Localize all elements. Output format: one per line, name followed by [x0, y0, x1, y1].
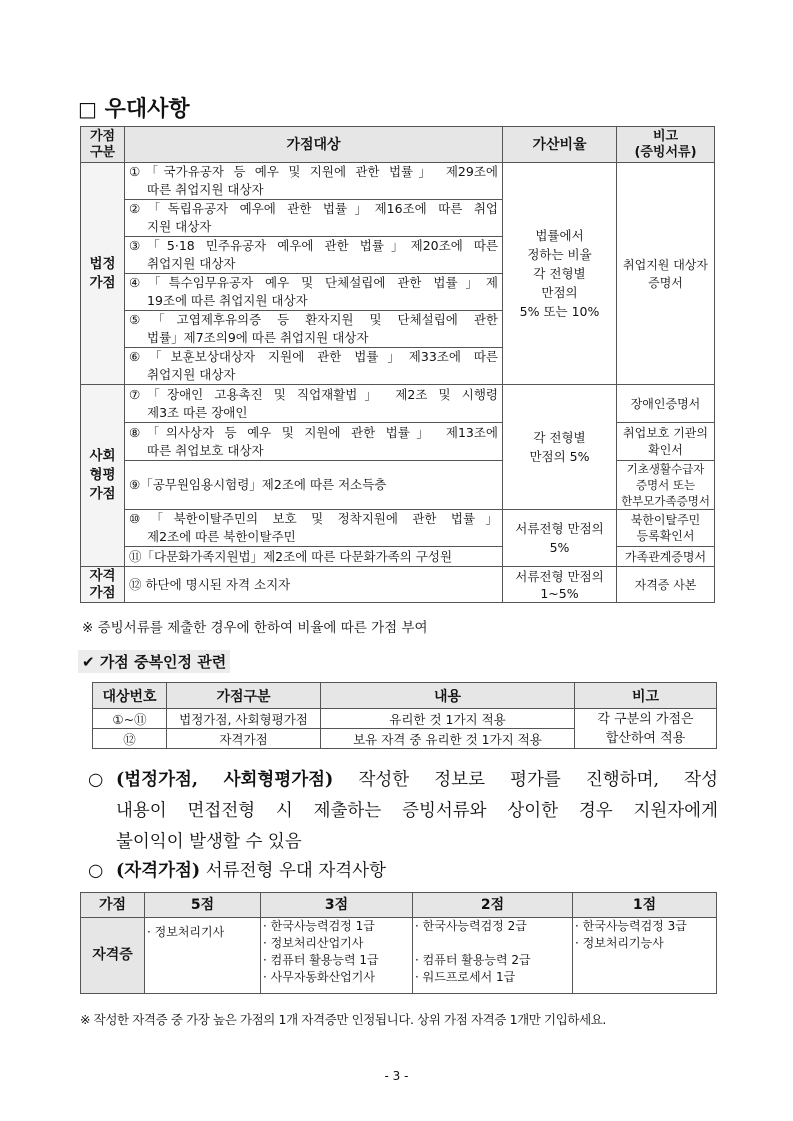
cert-item: ⑫ 하단에 명시된 자격 소지자 [125, 567, 503, 603]
social-item-11: ⑪「다문화가족지원법」제2조에 따른 다문화가족의 구성원 [125, 547, 503, 567]
t2-header-number: 대상번호 [93, 683, 167, 709]
t2-row2-number: ⑫ [93, 729, 167, 749]
page-number: - 3 - [384, 1069, 409, 1083]
legal-item-3: ③「5·18 민주유공자 예우에 관한 법률」제20조에 따른 취업지원 대상자 [125, 237, 503, 274]
overlap-heading-text: 가점 중복인정 관련 [99, 653, 227, 671]
header-rate: 가산비율 [503, 127, 617, 163]
evidence-note: ※ 증빙서류를 제출한 경우에 한하여 비율에 따른 가점 부여 [82, 620, 428, 636]
t2-header-content: 내용 [321, 683, 575, 709]
social-rate-1: 각 전형별 만점의 5% [503, 385, 617, 510]
overlap-heading [78, 650, 230, 673]
cert-note: 자격증 사본 [617, 567, 715, 603]
legal-item-5: ⑤「고엽제후유의증 등 환자지원 및 단체설립에 관한 법률」제7조의9에 따른 취업지원 대상자 [125, 311, 503, 348]
paragraph-legal: ○ (법정가점, 사회형평가점) 작성한 정보로 평가를 진행하며, 작성 내용이 면접전형 시 제출하는 증빙서류와 상이한 경우 지원자에게 불이익이 발생할 수 있음 [88, 765, 718, 858]
t2-header-note: 비고 [575, 683, 717, 709]
t3-points-2: · 한국사능력검정 2급 · 컴퓨터 활용능력 2급 · 워드프로세서 1급 [413, 918, 573, 994]
circle-bullet: ○ [88, 861, 104, 881]
social-note-7: 장애인증명서 [617, 385, 715, 423]
legal-item-2: ②「독립유공자 예우에 관한 법률」제16조에 따른 취업 지원 대상자 [125, 200, 503, 237]
social-note-10: 북한이탈주민 등록확인서 [617, 510, 715, 547]
social-label: 사회 형평 가점 [81, 385, 125, 567]
cert-label: 자격 가점 [81, 567, 125, 603]
header-note: 비고 (증빙서류) [617, 127, 715, 163]
cert-table [80, 892, 717, 994]
t3-header-points: 가점 [81, 893, 145, 918]
social-item-8: ⑧「의사상자 등 예우 및 지원에 관한 법률」 제13조에 따른 취업보호 대상자 [125, 423, 503, 461]
t2-row1-content: 유리한 것 1가지 적용 [321, 709, 575, 729]
t2-header-category: 가점구분 [167, 683, 321, 709]
t3-points-3: · 한국사능력검정 1급 · 정보처리산업기사 · 컴퓨터 활용능력 1급 · 사무자동화산업기사 [261, 918, 413, 994]
t3-points-1: · 한국사능력검정 3급 · 정보처리기능사 [573, 918, 717, 994]
legal-label: 법정 가점 [81, 163, 125, 385]
paragraph-cert: ○ (자격가점) 서류전형 우대 자격사항 [88, 857, 386, 885]
t3-header-5: 5점 [145, 893, 261, 918]
social-note-11: 가족관계증명서 [617, 547, 715, 567]
check-icon: ✔ [82, 653, 95, 671]
social-item-9: ⑨「공무원임용시험령」제2조에 따른 저소득층 [125, 461, 503, 510]
header-target: 가점대상 [125, 127, 503, 163]
preference-table [80, 126, 715, 603]
overlap-table [92, 682, 717, 749]
t2-row2-category: 자격가점 [167, 729, 321, 749]
social-note-8: 취업보호 기관의 확인서 [617, 423, 715, 461]
header-group: 가점 구분 [81, 127, 125, 163]
legal-item-4: ④「특수임무유공자 예우 및 단체설립에 관한 법률」제 19조에 따른 취업지원 대상자 [125, 274, 503, 311]
t2-row1-category: 법정가점, 사회형평가점 [167, 709, 321, 729]
circle-bullet: ○ [88, 770, 104, 790]
social-item-10: ⑩「북한이탈주민의 보호 및 정착지원에 관한 법률」 제2조에 따른 북한이탈주민 [125, 510, 503, 547]
t3-header-1: 1점 [573, 893, 717, 918]
checkbox-icon: □ [78, 97, 97, 121]
legal-note: 취업지원 대상자 증명서 [617, 163, 715, 385]
section-title-text: 우대사항 [104, 97, 190, 122]
cert-note-footer: ※ 작성한 자격증 중 가장 높은 가점의 1개 자격증만 인정됩니다. 상위 가점 자격증 1개만 기입하세요. [80, 1012, 607, 1027]
legal-rate: 법률에서 정하는 비율 각 전형별 만점의 5% 또는 10% [503, 163, 617, 385]
cert-rate: 서류전형 만점의 1~5% [503, 567, 617, 603]
social-note-9: 기초생활수급자 증명서 또는 한부모가족증명서 [617, 461, 715, 510]
t2-row1-number: ①~⑪ [93, 709, 167, 729]
t3-row-label: 자격증 [81, 918, 145, 994]
t2-row2-content: 보유 자격 중 유리한 것 1가지 적용 [321, 729, 575, 749]
social-item-7: ⑦「장애인 고용촉진 및 직업재활법」 제2조 및 시행령 제3조 따른 장애인 [125, 385, 503, 423]
t3-header-2: 2점 [413, 893, 573, 918]
social-rate-2: 서류전형 만점의 5% [503, 510, 617, 567]
t3-points-5: · 정보처리기사 [145, 918, 261, 994]
t3-header-3: 3점 [261, 893, 413, 918]
legal-item-6: ⑥「보훈보상대상자 지원에 관한 법률」제33조에 따른 취업지원 대상자 [125, 348, 503, 385]
legal-item-1: ①「국가유공자 등 예우 및 지원에 관한 법률」 제29조에 따른 취업지원 대상자 [125, 163, 503, 200]
t2-note: 각 구분의 가점은 합산하여 적용 [575, 709, 717, 749]
section-title [78, 92, 190, 123]
